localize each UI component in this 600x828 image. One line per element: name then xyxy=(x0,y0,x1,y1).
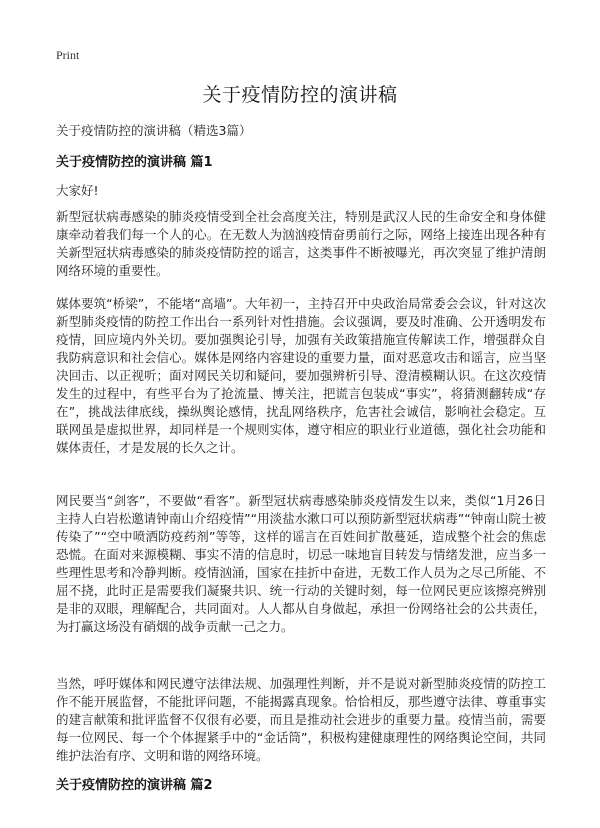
section-heading-2: 关于疫情防控的演讲稿 篇2 xyxy=(56,778,213,793)
paragraph-4: 当然，呼吁媒体和网民遵守法律法规、加强理性判断，并不是说对新型肺炎疫情的防控工作不能开展监督，不能批评问题，不能揭露真现象。恰恰相反，那些遵守法律、尊重事实的建言献策和批评监督不仅很有必要，而且是推动社会进步的重要力量。疫情当前，需要每一位网民、每一个个体握紧手中的“金话筒”，积极构建健康理性的网络舆论空间，共同维护法治有序、文明和谐的网络环境。 xyxy=(56,676,546,763)
paragraph-2: 媒体要筑“桥梁”，不能堵“高墙”。大年初一，主持召开中央政治局常委会会议，针对这次新型肺炎疫情的防控工作出台一系列针对性措施。会议强调，要及时准确、公开透明发布疫情，回应境内外关切。要加强舆论引导，加强有关政策措施宣传解读工作，增强群众自我防病意识和社会信心。媒体是网络内容建设的重要力量，面对恶意攻击和谣言，应当坚决回击、以正视听；面对网民关切和疑问，要加强辨析引导、澄清模糊认识。在这次疫情发生的过程中，有些平台为了抢流量、博关注，把谎言包装成“事实”，将猜测翻转成“存在”，挑战法律底线，操纵舆论感情，扰乱网络秩序，危害社会诚信，影响社会稳定。互联网虽是虚拟世界，却同样是一个规则实体，遵守相应的职业行业道德，强化社会功能和媒体责任，才是发展的长久之计。 xyxy=(56,296,546,455)
paragraph-1: 新型冠状病毒感染的肺炎疫情受到全社会高度关注，特别是武汉人民的生命安全和身体健康牵动着我们每一个人的心。在无数人为汹汹疫情奋勇前行之际，网络上接连出现各种有关新型冠状病毒感染的肺炎疫情防控的谣言，这类事件不断被曝光，再次突显了维护清朗网络环境的重要性。 xyxy=(56,209,546,278)
section-heading-1: 关于疫情防控的演讲稿 篇1 xyxy=(56,155,213,170)
document-subtitle: 关于疫情防控的演讲稿（精选3篇） xyxy=(56,123,252,138)
print-link[interactable]: Print xyxy=(56,48,80,62)
page-title: 关于疫情防控的演讲稿 xyxy=(202,84,398,106)
paragraph-3: 网民要当“剑客”，不要做“看客”。新型冠状病毒感染肺炎疫情发生以来，类似“1月26日主持人白岩松邀请钟南山介绍疫情”“用淡盐水漱口可以预防新型冠状病毒”“钟南山院士被传染了”“空中喷洒防疫药剂”等等，这样的谣言在百姓间扩散蔓延，造成整个社会的焦虑恐慌。在面对来源模糊、事实不清的信息时，切忌一味地盲目转发与情绪发泄，应当多一些理性思考和冷静判断。疫情汹涌，国家在挂折中奋进，无数工作人员为之尽己所能、不屈不挠，此时正是需要我们凝聚共识、统一行动的关键时刻，每一位网民更应该擦亮辨别是非的双眼，理解配合，共同面对。人人都从自身做起，承担一份网络社会的公共责任，为打赢这场没有硝烟的战争贡献一己之力。 xyxy=(56,493,546,634)
greeting-text: 大家好! xyxy=(56,183,99,198)
